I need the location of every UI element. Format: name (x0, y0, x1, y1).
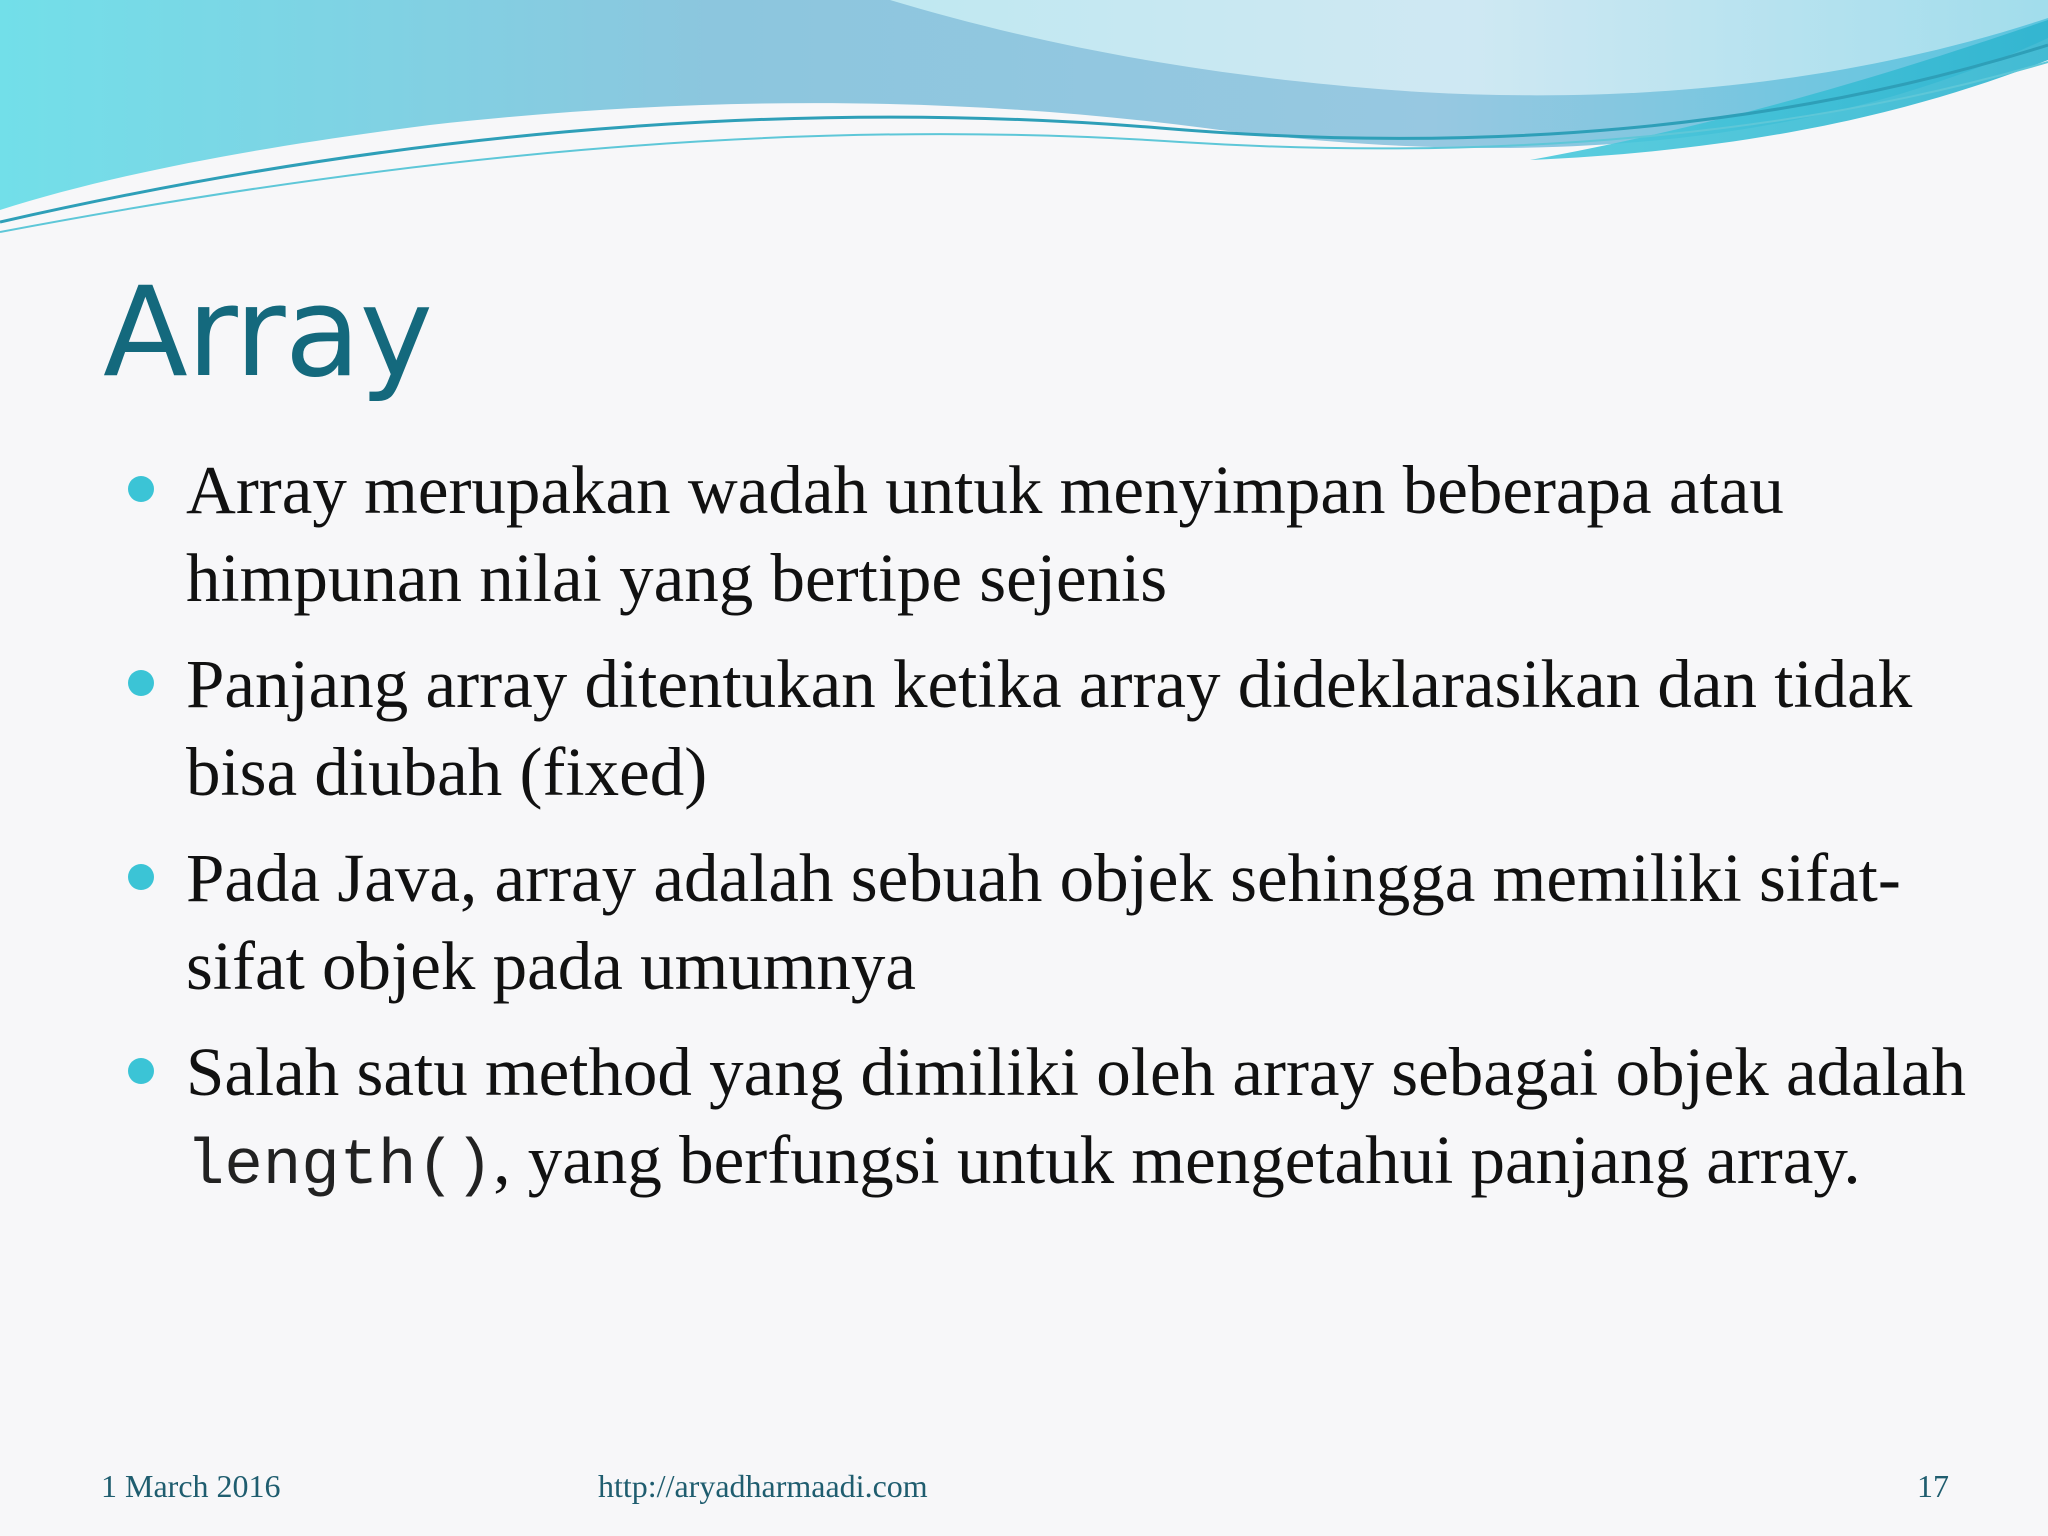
slide-title: Array (103, 261, 432, 405)
bullet-item (124, 834, 1984, 1010)
bullet-item (124, 640, 1984, 816)
bullet-list (124, 446, 1984, 1229)
bullet-dot-icon (128, 670, 154, 696)
bullet-text-before-code: Salah satu method yang dimiliki oleh array sebagai objek adalah (186, 1034, 1967, 1110)
bullet-text: Array merupakan wadah untuk menyimpan beberapa atau himpunan nilai yang bertipe sejenis (186, 452, 1784, 616)
code-length-method: length() (186, 1131, 494, 1203)
bullet-dot-icon (128, 1058, 154, 1084)
bullet-item (124, 446, 1984, 622)
bullet-text-after-code: , yang berfungsi untuk mengetahui panjang array. (493, 1122, 1861, 1198)
slide-number: 17 (1917, 1468, 1949, 1504)
bullet-item (124, 1028, 1984, 1211)
footer-date: 1 March 2016 (101, 1468, 281, 1504)
bullet-dot-icon (128, 864, 154, 890)
bullet-text: Panjang array ditentukan ketika array dideklarasikan dan tidak bisa diubah (fixed) (186, 646, 1913, 810)
decorative-wave-header (0, 0, 2048, 240)
bullet-text: Pada Java, array adalah sebuah objek sehingga memiliki sifat-sifat objek pada umumnya (186, 840, 1901, 1004)
footer-url: http://aryadharmaadi.com (598, 1468, 928, 1504)
bullet-dot-icon (128, 476, 154, 502)
